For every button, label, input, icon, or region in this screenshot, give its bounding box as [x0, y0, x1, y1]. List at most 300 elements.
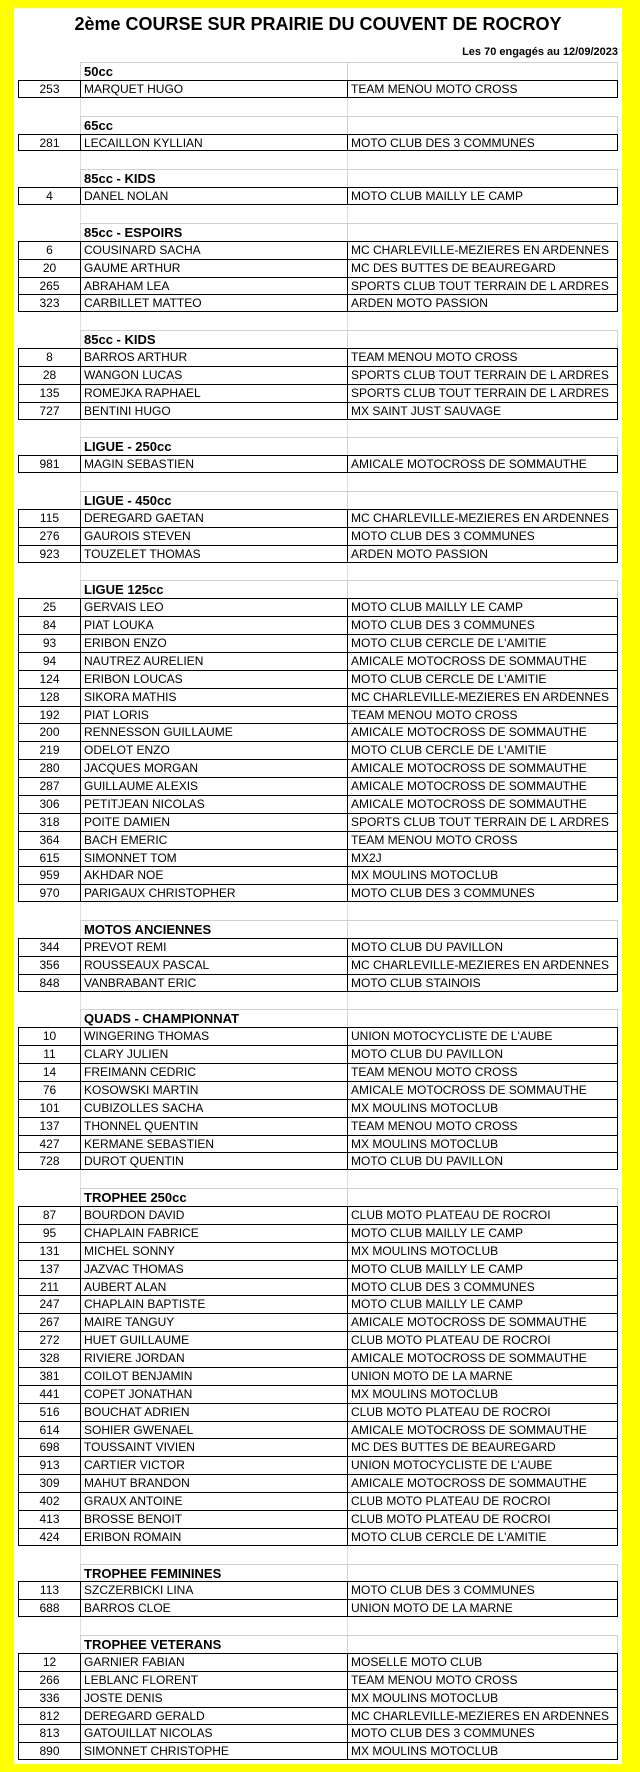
club-name: MOTO CLUB DES 3 COMMUNES [347, 884, 618, 902]
club-name: MC DES BUTTES DE BEAUREGARD [347, 1438, 618, 1456]
entry-number: 272 [18, 1331, 80, 1349]
club-name: SPORTS CLUB TOUT TERRAIN DE L ARDRES [347, 813, 618, 831]
club-name: MX MOULINS MOTOCLUB [347, 1689, 618, 1707]
table-row [14, 80, 622, 98]
club-name: MOTO CLUB DES 3 COMMUNES [347, 1278, 618, 1296]
spacer-cell [347, 1617, 618, 1635]
entry-number: 280 [18, 759, 80, 777]
rider-name: VANBRABANT ERIC [80, 974, 347, 992]
table-row [14, 1385, 622, 1403]
club-name: ARDEN MOTO PASSION [347, 294, 618, 312]
table-row [14, 1099, 622, 1117]
table-row [14, 1063, 622, 1081]
rider-name: RIVIERE JORDAN [80, 1349, 347, 1367]
rider-name: RENNESSON GUILLAUME [80, 723, 347, 741]
rider-name: MAGIN SEBASTIEN [80, 455, 347, 473]
table-row [14, 1653, 622, 1671]
entry-number: 95 [18, 1224, 80, 1242]
entry-number: 266 [18, 1671, 80, 1689]
entry-number: 336 [18, 1689, 80, 1707]
rider-name: BENTINI HUGO [80, 402, 347, 420]
entry-number: 131 [18, 1242, 80, 1260]
club-name: AMICALE MOTOCROSS DE SOMMAUTHE [347, 1474, 618, 1492]
club-name: MX MOULINS MOTOCLUB [347, 1742, 618, 1760]
club-name: TEAM MENOU MOTO CROSS [347, 348, 618, 366]
category-header-club-cell [347, 1635, 618, 1653]
club-name: UNION MOTO DE LA MARNE [347, 1367, 618, 1385]
club-name: UNION MOTOCYCLISTE DE L'AUBE [347, 1456, 618, 1474]
club-name: MX MOULINS MOTOCLUB [347, 1099, 618, 1117]
spacer-cell [347, 205, 618, 223]
table-row [14, 187, 622, 205]
rider-name: WANGON LUCAS [80, 366, 347, 384]
category-name: TROPHEE VETERANS [80, 1635, 347, 1653]
club-name: MOTO CLUB CERCLE DE L'AMITIE [347, 634, 618, 652]
entry-number: 87 [18, 1206, 80, 1224]
entry-number: 424 [18, 1528, 80, 1546]
category-name: 85cc - ESPOIRS [80, 223, 347, 241]
rider-name: CARTIER VICTOR [80, 1456, 347, 1474]
club-name: AMICALE MOTOCROSS DE SOMMAUTHE [347, 759, 618, 777]
rider-name: COILOT BENJAMIN [80, 1367, 347, 1385]
club-name: MX MOULINS MOTOCLUB [347, 1242, 618, 1260]
entry-number: 728 [18, 1152, 80, 1170]
rider-name: GRAUX ANTOINE [80, 1492, 347, 1510]
entry-number: 28 [18, 366, 80, 384]
rider-name: NAUTREZ AURELIEN [80, 652, 347, 670]
spacer-cell [347, 98, 618, 116]
rider-name: ERIBON ENZO [80, 634, 347, 652]
table-row [14, 348, 622, 366]
spacer-row [14, 420, 622, 438]
club-name: MC CHARLEVILLE-MEZIERES EN ARDENNES [347, 956, 618, 974]
club-name: MC CHARLEVILLE-MEZIERES EN ARDENNES [347, 241, 618, 259]
table-row [14, 366, 622, 384]
table-row [14, 1331, 622, 1349]
rider-name: CHAPLAIN BAPTISTE [80, 1295, 347, 1313]
spacer-cell [80, 992, 347, 1010]
rider-name: HUET GUILLAUME [80, 1331, 347, 1349]
table-row [14, 384, 622, 402]
category-name: TROPHEE FEMININES [80, 1564, 347, 1582]
rider-name: SZCZERBICKI LINA [80, 1581, 347, 1599]
category-header-club-cell [347, 116, 618, 134]
table-row [14, 616, 622, 634]
entry-number: 413 [18, 1510, 80, 1528]
club-name: AMICALE MOTOCROSS DE SOMMAUTHE [347, 1081, 618, 1099]
table-row [14, 1724, 622, 1742]
category-header-club-cell [347, 1564, 618, 1582]
table-row [14, 723, 622, 741]
club-name: MOTO CLUB MAILLY LE CAMP [347, 1224, 618, 1242]
page-subtitle: Les 70 engagés au 12/09/2023 [462, 46, 618, 58]
club-name: MOTO CLUB DU PAVILLON [347, 1152, 618, 1170]
table-row [14, 1152, 622, 1170]
club-name: MX MOULINS MOTOCLUB [347, 1385, 618, 1403]
rider-name: KOSOWSKI MARTIN [80, 1081, 347, 1099]
rider-name: AKHDAR NOE [80, 866, 347, 884]
entry-number: 247 [18, 1295, 80, 1313]
rider-name: CUBIZOLLES SACHA [80, 1099, 347, 1117]
table-row [14, 974, 622, 992]
spacer-row [14, 473, 622, 491]
spacer-cell [80, 312, 347, 330]
table-row [14, 1367, 622, 1385]
rider-name: DEREGARD GERALD [80, 1707, 347, 1725]
table-row [14, 277, 622, 295]
rider-name: ERIBON LOUCAS [80, 670, 347, 688]
spacer-cell [80, 420, 347, 438]
spacer-row [14, 205, 622, 223]
table-row [14, 795, 622, 813]
spacer-row [14, 312, 622, 330]
spacer-cell [80, 1617, 347, 1635]
club-name: UNION MOTOCYCLISTE DE L'AUBE [347, 1027, 618, 1045]
category-header-club-cell [347, 62, 618, 80]
entry-number: 614 [18, 1421, 80, 1439]
spacer-cell [347, 1546, 618, 1564]
entry-number: 923 [18, 545, 80, 563]
entry-number: 137 [18, 1260, 80, 1278]
category-header-row [14, 116, 622, 134]
club-name: MOTO CLUB MAILLY LE CAMP [347, 598, 618, 616]
entry-number: 913 [18, 1456, 80, 1474]
club-name: AMICALE MOTOCROSS DE SOMMAUTHE [347, 777, 618, 795]
table-row [14, 777, 622, 795]
club-name: MOTO CLUB DES 3 COMMUNES [347, 1724, 618, 1742]
entry-number: 265 [18, 277, 80, 295]
club-name: MX MOULINS MOTOCLUB [347, 866, 618, 884]
entry-number: 93 [18, 634, 80, 652]
category-header-club-cell [347, 169, 618, 187]
table-row [14, 884, 622, 902]
rider-name: GARNIER FABIAN [80, 1653, 347, 1671]
rider-name: GAUME ARTHUR [80, 259, 347, 277]
entry-number: 4 [18, 187, 80, 205]
rider-name: PIAT LOUKA [80, 616, 347, 634]
rider-name: TOUZELET THOMAS [80, 545, 347, 563]
rider-name: MICHEL SONNY [80, 1242, 347, 1260]
category-header-club-cell [347, 920, 618, 938]
club-name: MC CHARLEVILLE-MEZIERES EN ARDENNES [347, 1707, 618, 1725]
table-row [14, 1581, 622, 1599]
entry-number: 211 [18, 1278, 80, 1296]
rider-name: SIKORA MATHIS [80, 688, 347, 706]
club-name: AMICALE MOTOCROSS DE SOMMAUTHE [347, 652, 618, 670]
table-row [14, 1438, 622, 1456]
entry-number: 516 [18, 1403, 80, 1421]
club-name: AMICALE MOTOCROSS DE SOMMAUTHE [347, 795, 618, 813]
spacer-cell [80, 1546, 347, 1564]
rider-name: BOURDON DAVID [80, 1206, 347, 1224]
entry-number: 14 [18, 1063, 80, 1081]
rider-name: MARQUET HUGO [80, 80, 347, 98]
club-name: CLUB MOTO PLATEAU DE ROCROI [347, 1206, 618, 1224]
entry-number: 10 [18, 1027, 80, 1045]
club-name: MX MOULINS MOTOCLUB [347, 1135, 618, 1153]
table-row [14, 1689, 622, 1707]
club-name: CLUB MOTO PLATEAU DE ROCROI [347, 1492, 618, 1510]
entry-number: 381 [18, 1367, 80, 1385]
category-header-club-cell [347, 223, 618, 241]
club-name: SPORTS CLUB TOUT TERRAIN DE L ARDRES [347, 366, 618, 384]
table-row [14, 259, 622, 277]
spacer-row [14, 151, 622, 169]
entry-number: 20 [18, 259, 80, 277]
category-name: LIGUE - 250cc [80, 437, 347, 455]
table-row [14, 294, 622, 312]
club-name: MOTO CLUB DU PAVILLON [347, 1045, 618, 1063]
rider-name: DANEL NOLAN [80, 187, 347, 205]
category-name: 85cc - KIDS [80, 330, 347, 348]
club-name: SPORTS CLUB TOUT TERRAIN DE L ARDRES [347, 277, 618, 295]
table-row [14, 706, 622, 724]
table-row [14, 527, 622, 545]
entry-number: 848 [18, 974, 80, 992]
rider-name: BARROS ARTHUR [80, 348, 347, 366]
table-row [14, 1242, 622, 1260]
table-row [14, 831, 622, 849]
table-row [14, 509, 622, 527]
club-name: AMICALE MOTOCROSS DE SOMMAUTHE [347, 1349, 618, 1367]
table-row [14, 598, 622, 616]
table-row [14, 1742, 622, 1760]
club-name: MOTO CLUB CERCLE DE L'AMITIE [347, 741, 618, 759]
rider-name: DUROT QUENTIN [80, 1152, 347, 1170]
spacer-cell [347, 420, 618, 438]
category-header-row [14, 580, 622, 598]
table-row [14, 1045, 622, 1063]
table-row [14, 634, 622, 652]
rider-name: DEREGARD GAETAN [80, 509, 347, 527]
entry-number: 364 [18, 831, 80, 849]
entry-number: 267 [18, 1313, 80, 1331]
entry-number: 441 [18, 1385, 80, 1403]
club-name: TEAM MENOU MOTO CROSS [347, 1117, 618, 1135]
rider-name: ABRAHAM LEA [80, 277, 347, 295]
spacer-row [14, 1617, 622, 1635]
club-name: AMICALE MOTOCROSS DE SOMMAUTHE [347, 455, 618, 473]
club-name: TEAM MENOU MOTO CROSS [347, 706, 618, 724]
category-header-club-cell [347, 1009, 618, 1027]
club-name: TEAM MENOU MOTO CROSS [347, 831, 618, 849]
rider-name: BARROS CLOE [80, 1599, 347, 1617]
spacer-row [14, 563, 622, 581]
club-name: TEAM MENOU MOTO CROSS [347, 80, 618, 98]
club-name: MOTO CLUB MAILLY LE CAMP [347, 1295, 618, 1313]
entry-number: 323 [18, 294, 80, 312]
rider-name: CLARY JULIEN [80, 1045, 347, 1063]
club-name: MOTO CLUB CERCLE DE L'AMITIE [347, 1528, 618, 1546]
rider-name: PARIGAUX CHRISTOPHER [80, 884, 347, 902]
club-name: CLUB MOTO PLATEAU DE ROCROI [347, 1510, 618, 1528]
entry-number: 76 [18, 1081, 80, 1099]
club-name: MOTO CLUB CERCLE DE L'AMITIE [347, 670, 618, 688]
rider-name: CARBILLET MATTEO [80, 294, 347, 312]
spacer-cell [80, 1170, 347, 1188]
category-name: 50cc [80, 62, 347, 80]
rider-name: BACH EMERIC [80, 831, 347, 849]
rider-name: GUILLAUME ALEXIS [80, 777, 347, 795]
rider-name: THONNEL QUENTIN [80, 1117, 347, 1135]
category-header-club-cell [347, 1188, 618, 1206]
club-name: MC CHARLEVILLE-MEZIERES EN ARDENNES [347, 688, 618, 706]
rider-name: BROSSE BENOIT [80, 1510, 347, 1528]
category-header-row [14, 1564, 622, 1582]
entry-number: 25 [18, 598, 80, 616]
entry-number: 137 [18, 1117, 80, 1135]
entry-number: 402 [18, 1492, 80, 1510]
rider-name: SIMONNET TOM [80, 849, 347, 867]
club-name: MC DES BUTTES DE BEAUREGARD [347, 259, 618, 277]
club-name: ARDEN MOTO PASSION [347, 545, 618, 563]
entry-number: 970 [18, 884, 80, 902]
table-row [14, 1671, 622, 1689]
table-row [14, 1510, 622, 1528]
entry-number: 8 [18, 348, 80, 366]
entry-number: 306 [18, 795, 80, 813]
table-row [14, 1492, 622, 1510]
club-name: AMICALE MOTOCROSS DE SOMMAUTHE [347, 1313, 618, 1331]
entry-number: 698 [18, 1438, 80, 1456]
club-name: MOTO CLUB MAILLY LE CAMP [347, 1260, 618, 1278]
table-row [14, 956, 622, 974]
table-row [14, 1027, 622, 1045]
entry-number: 6 [18, 241, 80, 259]
club-name: TEAM MENOU MOTO CROSS [347, 1671, 618, 1689]
spacer-cell [347, 1170, 618, 1188]
spacer-cell [347, 902, 618, 920]
spacer-cell [347, 473, 618, 491]
entry-table [14, 62, 622, 1760]
category-header-club-cell [347, 437, 618, 455]
entry-number: 318 [18, 813, 80, 831]
entry-number: 890 [18, 1742, 80, 1760]
category-header-row [14, 920, 622, 938]
rider-name: PETITJEAN NICOLAS [80, 795, 347, 813]
rider-name: PREVOT REMI [80, 938, 347, 956]
rider-name: LECAILLON KYLLIAN [80, 134, 347, 152]
spacer-cell [347, 563, 618, 581]
category-header-row [14, 223, 622, 241]
table-row [14, 849, 622, 867]
entry-number: 200 [18, 723, 80, 741]
table-row [14, 1474, 622, 1492]
spacer-row [14, 1170, 622, 1188]
spacer-row [14, 1546, 622, 1564]
rider-name: GATOUILLAT NICOLAS [80, 1724, 347, 1742]
rider-name: SOHIER GWENAEL [80, 1421, 347, 1439]
entry-number: 135 [18, 384, 80, 402]
category-header-club-cell [347, 330, 618, 348]
table-row [14, 1599, 622, 1617]
rider-name: COPET JONATHAN [80, 1385, 347, 1403]
entry-number: 113 [18, 1581, 80, 1599]
category-name: MOTOS ANCIENNES [80, 920, 347, 938]
club-name: MOTO CLUB STAINOIS [347, 974, 618, 992]
table-row [14, 1313, 622, 1331]
rider-name: TOUSSAINT VIVIEN [80, 1438, 347, 1456]
club-name: AMICALE MOTOCROSS DE SOMMAUTHE [347, 723, 618, 741]
entry-number: 344 [18, 938, 80, 956]
rider-name: WINGERING THOMAS [80, 1027, 347, 1045]
table-row [14, 402, 622, 420]
spacer-cell [80, 151, 347, 169]
table-row [14, 455, 622, 473]
rider-name: ROUSSEAUX PASCAL [80, 956, 347, 974]
rider-name: KERMANE SEBASTIEN [80, 1135, 347, 1153]
table-row [14, 741, 622, 759]
entry-number: 281 [18, 134, 80, 152]
rider-name: JAZVAC THOMAS [80, 1260, 347, 1278]
spacer-cell [80, 98, 347, 116]
entry-number: 615 [18, 849, 80, 867]
table-row [14, 813, 622, 831]
spacer-cell [80, 473, 347, 491]
entry-number: 94 [18, 652, 80, 670]
entry-number: 101 [18, 1099, 80, 1117]
entry-number: 276 [18, 527, 80, 545]
category-header-club-cell [347, 580, 618, 598]
rider-name: ROMEJKA RAPHAEL [80, 384, 347, 402]
table-row [14, 1707, 622, 1725]
category-header-row [14, 1188, 622, 1206]
entry-number: 219 [18, 741, 80, 759]
entry-number: 688 [18, 1599, 80, 1617]
spacer-cell [80, 902, 347, 920]
entry-number: 115 [18, 509, 80, 527]
spacer-row [14, 992, 622, 1010]
entry-number: 124 [18, 670, 80, 688]
club-name: MOTO CLUB DU PAVILLON [347, 938, 618, 956]
rider-name: LEBLANC FLORENT [80, 1671, 347, 1689]
rider-name: MAHUT BRANDON [80, 1474, 347, 1492]
table-row [14, 1456, 622, 1474]
table-row [14, 938, 622, 956]
entry-number: 427 [18, 1135, 80, 1153]
table-row [14, 688, 622, 706]
rider-name: FREIMANN CEDRIC [80, 1063, 347, 1081]
table-row [14, 1403, 622, 1421]
entry-number: 356 [18, 956, 80, 974]
club-name: MOTO CLUB DES 3 COMMUNES [347, 1581, 618, 1599]
category-header-row [14, 330, 622, 348]
rider-name: POITE DAMIEN [80, 813, 347, 831]
category-header-row [14, 169, 622, 187]
entry-number: 84 [18, 616, 80, 634]
spacer-cell [347, 151, 618, 169]
page-title: 2ème COURSE SUR PRAIRIE DU COUVENT DE ROCROY [74, 14, 562, 34]
category-name: LIGUE - 450cc [80, 491, 347, 509]
spacer-cell [80, 563, 347, 581]
club-name: CLUB MOTO PLATEAU DE ROCROI [347, 1403, 618, 1421]
entry-number: 813 [18, 1724, 80, 1742]
table-row [14, 759, 622, 777]
entry-list-sheet [14, 8, 622, 1764]
entry-number: 12 [18, 1653, 80, 1671]
category-header-row [14, 1009, 622, 1027]
entry-number: 812 [18, 1707, 80, 1725]
club-name: MX2J [347, 849, 618, 867]
rider-name: COUSINARD SACHA [80, 241, 347, 259]
table-row [14, 545, 622, 563]
rider-name: JOSTE DENIS [80, 1689, 347, 1707]
rider-name: JACQUES MORGAN [80, 759, 347, 777]
table-row [14, 1135, 622, 1153]
table-row [14, 1081, 622, 1099]
club-name: MC CHARLEVILLE-MEZIERES EN ARDENNES [347, 509, 618, 527]
entry-number: 287 [18, 777, 80, 795]
